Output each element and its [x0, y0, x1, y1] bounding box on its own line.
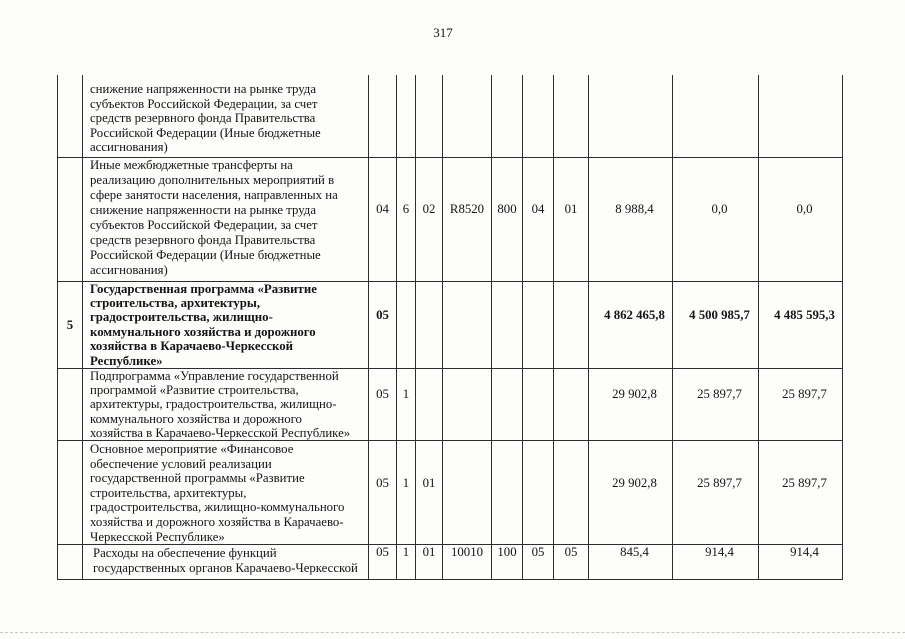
main-activity-code-cell: 01	[416, 545, 443, 580]
subprogram-code-cell: 6	[397, 157, 416, 281]
description-line: хозяйства и дорожного хозяйства в Карачаево-	[90, 514, 344, 529]
description-line: сфере занятости населения, направленных на	[90, 187, 338, 202]
description-line: средств резервного фонда Правительства	[90, 111, 316, 126]
main-activity-code-cell	[416, 75, 443, 157]
section-code-cell: 04	[523, 157, 554, 281]
program-code-cell	[369, 75, 397, 157]
description-line: обеспечение условий реализации	[90, 456, 272, 471]
description-line: коммунального хозяйства и дорожного	[90, 411, 302, 426]
amount-year-1-cell: 29 902,8	[589, 368, 673, 440]
description-cell	[83, 545, 369, 580]
table-row	[58, 157, 843, 281]
description-line: Российской Федерации (Иные бюджетные	[90, 247, 321, 262]
description-line: реализацию дополнительных мероприятий в	[90, 172, 335, 187]
description-line: архитектуры, градостроительства, жилищно-	[90, 397, 337, 412]
amount-year-3-cell: 4 485 595,3	[759, 281, 843, 368]
subsection-code-cell: 05	[554, 545, 589, 580]
subsection-code-cell	[554, 440, 589, 544]
subsection-code-cell	[554, 281, 589, 368]
table-row	[58, 281, 843, 368]
amount-year-2-cell: 25 897,7	[673, 440, 759, 544]
row-number-cell	[58, 440, 83, 544]
amount-year-2-cell: 0,0	[673, 157, 759, 281]
table-row	[58, 75, 843, 157]
amount-year-2-cell: 4 500 985,7	[673, 281, 759, 368]
description-line: Подпрограмма «Управление государственной	[90, 368, 339, 383]
description-line: Расходы на обеспечение функций	[93, 546, 277, 561]
description-line: Республике»	[90, 353, 163, 368]
expense-type-code-cell	[492, 75, 523, 157]
amount-year-1-cell	[589, 75, 673, 157]
expense-type-code-cell	[492, 440, 523, 544]
direction-code-cell	[443, 368, 492, 440]
description-line: программой «Развитие строительства,	[90, 383, 299, 398]
subprogram-code-cell: 1	[397, 440, 416, 544]
main-activity-code-cell: 02	[416, 157, 443, 281]
amount-year-1-cell: 8 988,4	[589, 157, 673, 281]
expense-type-code-cell	[492, 368, 523, 440]
amount-year-2-cell: 914,4	[673, 545, 759, 580]
description-line: Основное мероприятие «Финансовое	[90, 441, 294, 456]
scan-edge-line	[0, 632, 905, 633]
page-number: 317	[433, 25, 453, 40]
table-row	[58, 368, 843, 440]
row-number-cell	[58, 368, 83, 440]
direction-code-cell	[443, 281, 492, 368]
main-activity-code-cell: 01	[416, 440, 443, 544]
amount-year-2-cell: 25 897,7	[673, 368, 759, 440]
program-code-cell: 04	[369, 157, 397, 281]
subsection-code-cell	[554, 368, 589, 440]
subsection-code-cell	[554, 75, 589, 157]
section-code-cell: 05	[523, 545, 554, 580]
subprogram-code-cell	[397, 75, 416, 157]
expense-type-code-cell: 800	[492, 157, 523, 281]
subprogram-code-cell: 1	[397, 545, 416, 580]
section-code-cell	[523, 75, 554, 157]
amount-year-3-cell: 25 897,7	[759, 368, 843, 440]
description-line: строительства, архитектуры,	[90, 485, 247, 500]
direction-code-cell	[443, 75, 492, 157]
expense-type-code-cell	[492, 281, 523, 368]
direction-code-cell: 10010	[443, 545, 492, 580]
main-activity-code-cell	[416, 281, 443, 368]
amount-year-3-cell: 914,4	[759, 545, 843, 580]
program-code-cell: 05	[369, 281, 397, 368]
direction-code-cell	[443, 440, 492, 544]
subsection-code-cell: 01	[554, 157, 589, 281]
description-line: градостроительства, жилищно-коммунального	[90, 500, 345, 515]
section-code-cell	[523, 440, 554, 544]
description-line: Иные межбюджетные трансферты на	[90, 157, 293, 172]
description-cell	[83, 75, 369, 157]
description-line: градостроительства, жилищно-	[90, 310, 273, 325]
direction-code-cell: R8520	[443, 157, 492, 281]
description-line: хозяйства в Карачаево-Черкесской	[90, 339, 294, 354]
description-line: государственной программы «Развитие	[90, 471, 305, 486]
row-number-cell	[58, 157, 83, 281]
subprogram-code-cell	[397, 281, 416, 368]
main-activity-code-cell	[416, 368, 443, 440]
amount-year-1-cell: 29 902,8	[589, 440, 673, 544]
amount-year-1-cell: 845,4	[589, 545, 673, 580]
program-code-cell: 05	[369, 368, 397, 440]
amount-year-3-cell: 0,0	[759, 157, 843, 281]
table-row	[58, 545, 843, 580]
description-line: снижение напряженности на рынке труда	[90, 202, 316, 217]
program-code-cell: 05	[369, 545, 397, 580]
description-line: коммунального хозяйства и дорожного	[90, 324, 316, 339]
subprogram-code-cell: 1	[397, 368, 416, 440]
description-line: субъектов Российской Федерации, за счет	[90, 217, 318, 232]
description-line: ассигнования)	[90, 262, 168, 277]
row-number-cell	[58, 75, 83, 157]
expense-type-code-cell: 100	[492, 545, 523, 580]
description-line: строительства, архитектуры,	[90, 295, 261, 310]
section-code-cell	[523, 368, 554, 440]
amount-year-2-cell	[673, 75, 759, 157]
description-line: Черкесской Республике»	[90, 529, 225, 544]
description-line: средств резервного фонда Правительства	[90, 232, 316, 247]
amount-year-1-cell: 4 862 465,8	[589, 281, 673, 368]
description-line: хозяйства в Карачаево-Черкесской Республике»	[90, 425, 351, 440]
description-cell	[83, 281, 369, 368]
description-line: ассигнования)	[90, 140, 168, 155]
amount-year-3-cell	[759, 75, 843, 157]
table-row	[58, 440, 843, 544]
description-cell	[83, 368, 369, 440]
description-line: государственных органов Карачаево-Черкесской	[93, 560, 358, 575]
description-cell	[83, 157, 369, 281]
section-code-cell	[523, 281, 554, 368]
description-line: субъектов Российской Федерации, за счет	[90, 96, 318, 111]
program-code-cell: 05	[369, 440, 397, 544]
row-number-cell: 5	[58, 281, 83, 368]
description-cell	[83, 440, 369, 544]
description-line: снижение напряженности на рынке труда	[90, 82, 316, 96]
amount-year-3-cell: 25 897,7	[759, 440, 843, 544]
description-line: Российской Федерации (Иные бюджетные	[90, 125, 321, 140]
budget-table	[57, 75, 843, 580]
description-line: Государственная программа «Развитие	[90, 281, 317, 296]
row-number-cell	[58, 545, 83, 580]
